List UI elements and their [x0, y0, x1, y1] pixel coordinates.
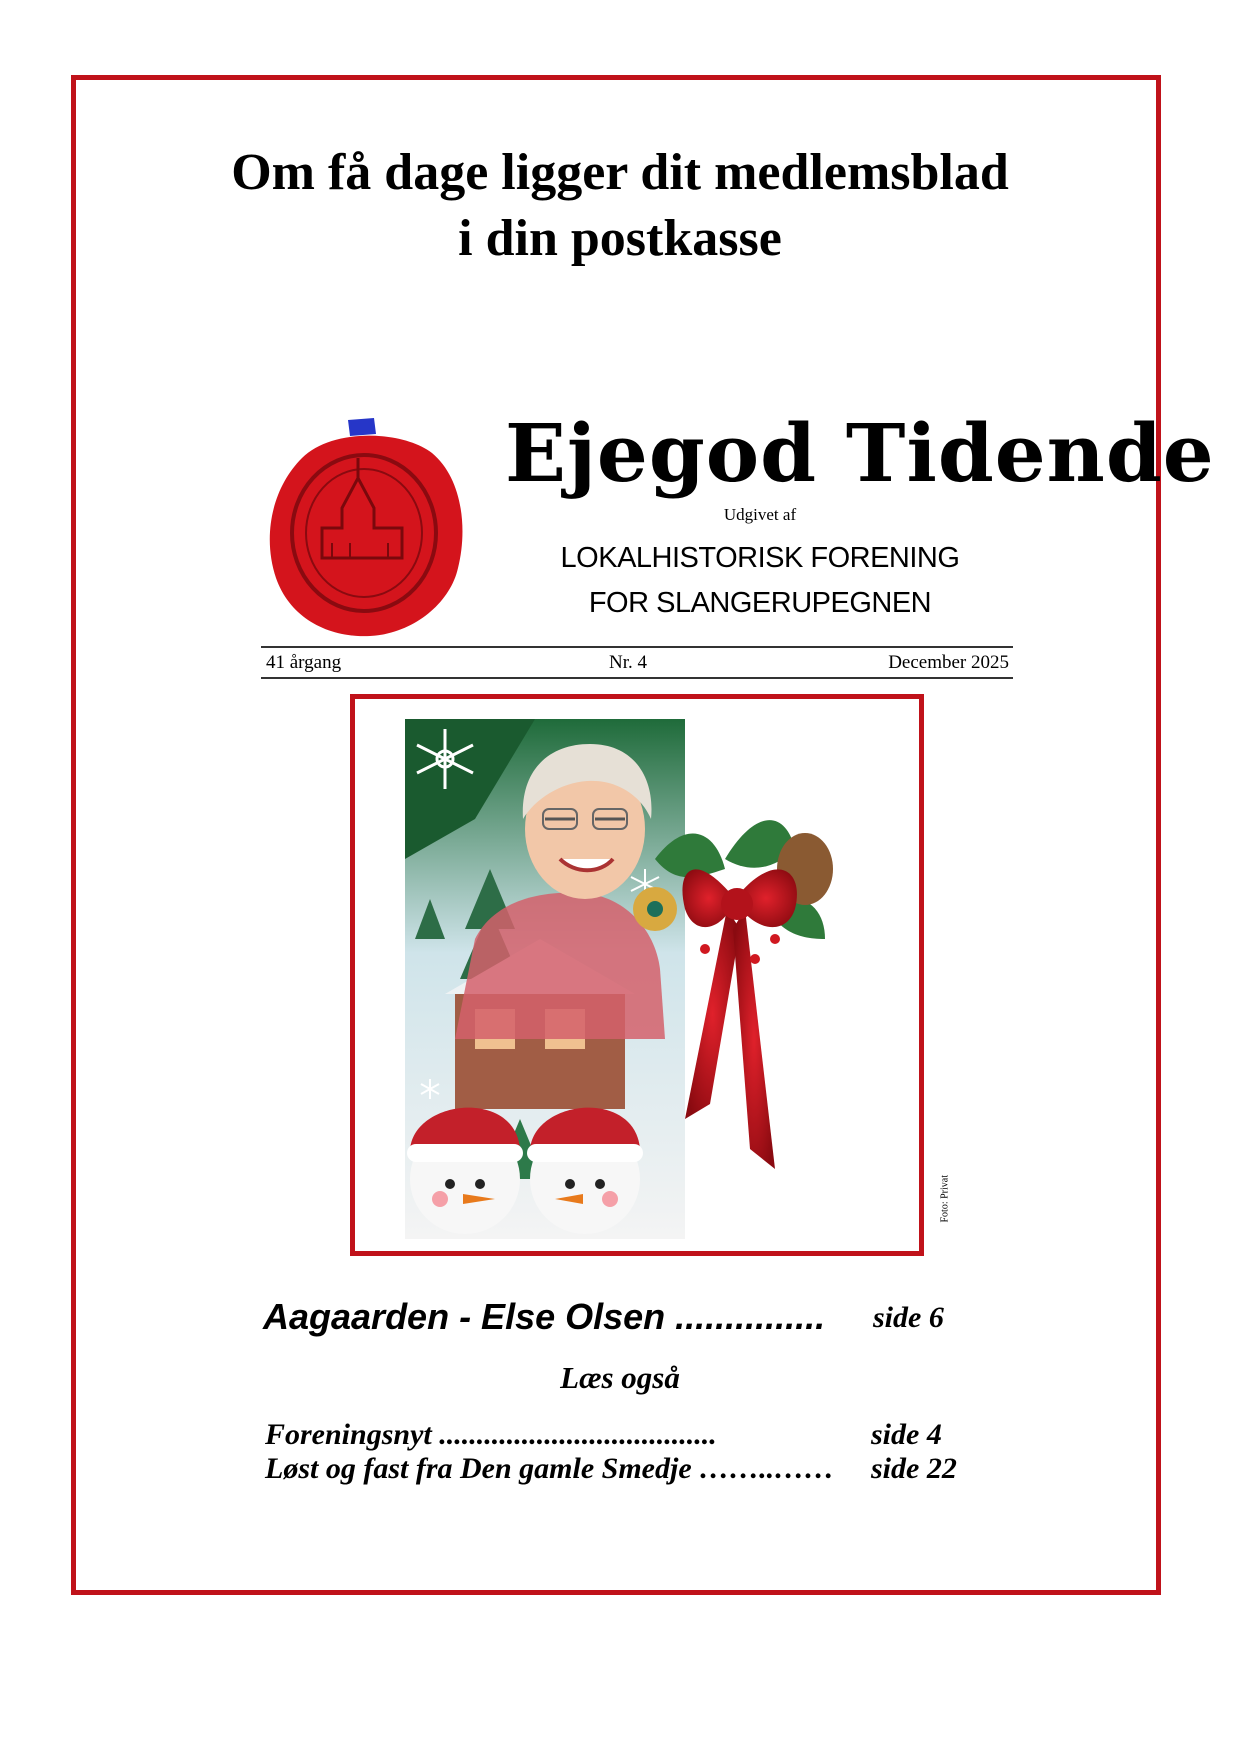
headline-line-2: i din postkasse [458, 210, 782, 267]
photo-credit: Foto: Privat [939, 1174, 951, 1223]
toc-main-page: side 6 [873, 1301, 944, 1334]
toc-item [265, 1452, 985, 1486]
org-name-line-1: LOKALHISTORISK FORENING [560, 542, 960, 574]
headline-line-1: Om få dage ligger dit medlemsblad [231, 144, 1009, 201]
issue-bar [261, 646, 1013, 679]
toc-see-also-heading: Læs også [560, 1360, 680, 1395]
toc-main-item [263, 1296, 983, 1338]
toc-item-title: Foreningsnyt ..................................... [265, 1418, 717, 1451]
org-name-line-2: FOR SLANGERUPEGNEN [588, 587, 932, 619]
masthead-title: Ejegod Tidende [505, 406, 1215, 500]
toc-item [265, 1418, 985, 1452]
cover-photo [355, 699, 919, 1251]
issue-number: Nr. 4 [609, 652, 647, 673]
cover-photo-frame [350, 694, 924, 1256]
toc-item-page: side 22 [871, 1452, 957, 1485]
issue-volume: 41 årgang [266, 652, 342, 673]
toc-item-page: side 4 [871, 1418, 942, 1451]
issue-date: December 2025 [888, 652, 1009, 673]
wax-seal-icon [262, 408, 487, 648]
toc-item-title: Løst og fast fra Den gamle Smedje ……..…… [265, 1452, 835, 1485]
toc-main-title: Aagaarden - Else Olsen ............... [263, 1296, 826, 1337]
publisher-label: Udgivet af [723, 505, 797, 524]
headline [0, 140, 1240, 272]
